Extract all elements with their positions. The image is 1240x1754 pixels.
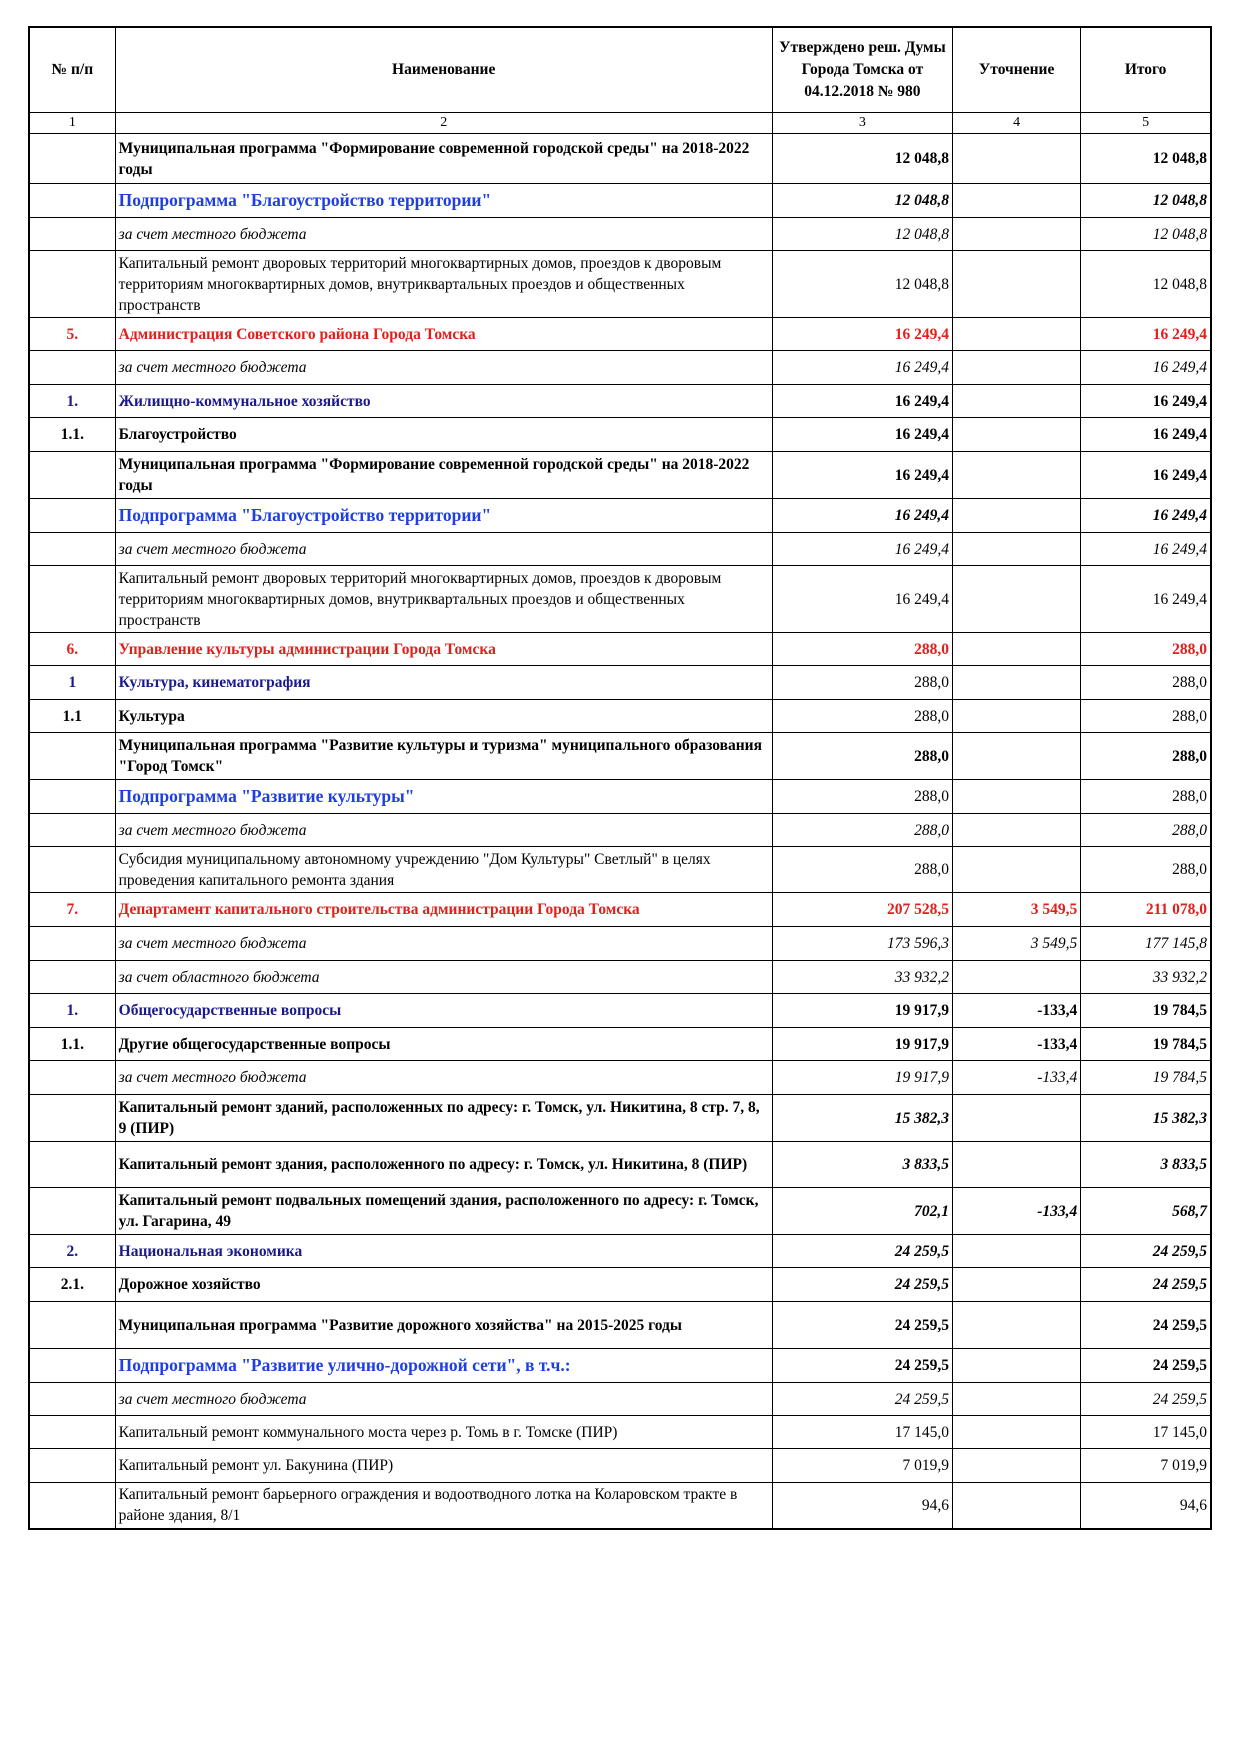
row-approved: 24 259,5	[772, 1349, 952, 1383]
table-row	[29, 1349, 1211, 1383]
row-number	[29, 251, 115, 318]
row-name: Капитальный ремонт барьерного ограждения и водоотводного лотка на Коларовском тракте в районе здания, 8/1	[115, 1483, 772, 1529]
row-number	[29, 218, 115, 251]
row-number	[29, 814, 115, 847]
row-total: 16 249,4	[1081, 385, 1211, 418]
table-row	[29, 1095, 1211, 1142]
row-approved: 702,1	[772, 1188, 952, 1235]
row-name: Национальная экономика	[115, 1235, 772, 1268]
row-name: Капитальный ремонт зданий, расположенных по адресу: г. Томск, ул. Никитина, 8 стр. 7, 8, 9 (ПИР)	[115, 1095, 772, 1142]
table-row	[29, 318, 1211, 351]
row-refine	[953, 251, 1081, 318]
row-total: 211 078,0	[1081, 893, 1211, 927]
row-approved: 12 048,8	[772, 134, 952, 184]
row-approved: 19 917,9	[772, 994, 952, 1028]
row-approved: 24 259,5	[772, 1383, 952, 1416]
row-refine	[953, 134, 1081, 184]
row-refine: -133,4	[953, 1028, 1081, 1061]
row-name: Капитальный ремонт дворовых территорий многоквартирных домов, проездов к дворовым территориям многоквартирных домов, внутриквартальных проездов и общественных пространств	[115, 251, 772, 318]
row-number: 1.1	[29, 700, 115, 733]
header-row	[29, 27, 1211, 113]
row-number	[29, 1302, 115, 1349]
row-total: 17 145,0	[1081, 1416, 1211, 1449]
table-row	[29, 1383, 1211, 1416]
row-approved: 207 528,5	[772, 893, 952, 927]
row-total: 288,0	[1081, 847, 1211, 893]
row-total: 94,6	[1081, 1483, 1211, 1529]
row-approved: 288,0	[772, 733, 952, 780]
row-name: Муниципальная программа "Развитие культуры и туризма" муниципального образования "Город Томск"	[115, 733, 772, 780]
col-number: 1	[29, 113, 115, 134]
row-number	[29, 1188, 115, 1235]
row-total: 12 048,8	[1081, 251, 1211, 318]
row-total: 16 249,4	[1081, 566, 1211, 633]
row-refine: -133,4	[953, 1188, 1081, 1235]
row-total: 16 249,4	[1081, 499, 1211, 533]
budget-table	[28, 26, 1212, 1530]
row-approved: 16 249,4	[772, 318, 952, 351]
row-approved: 3 833,5	[772, 1142, 952, 1188]
row-total: 16 249,4	[1081, 351, 1211, 385]
row-refine	[953, 566, 1081, 633]
table-row	[29, 533, 1211, 566]
row-approved: 16 249,4	[772, 351, 952, 385]
table-row	[29, 633, 1211, 666]
row-name: Капитальный ремонт дворовых территорий многоквартирных домов, проездов к дворовым территориям многоквартирных домов, внутриквартальных проездов и общественных пространств	[115, 566, 772, 633]
row-name: за счет местного бюджета	[115, 351, 772, 385]
row-refine	[953, 1235, 1081, 1268]
row-total: 288,0	[1081, 814, 1211, 847]
row-name: Другие общегосударственные вопросы	[115, 1028, 772, 1061]
row-number: 5.	[29, 318, 115, 351]
row-total: 24 259,5	[1081, 1235, 1211, 1268]
row-approved: 19 917,9	[772, 1028, 952, 1061]
row-refine	[953, 1383, 1081, 1416]
row-refine	[953, 733, 1081, 780]
row-total: 7 019,9	[1081, 1449, 1211, 1483]
row-number	[29, 1449, 115, 1483]
table-row	[29, 666, 1211, 700]
row-refine	[953, 452, 1081, 499]
row-number	[29, 1061, 115, 1095]
row-approved: 16 249,4	[772, 385, 952, 418]
row-approved: 24 259,5	[772, 1268, 952, 1302]
row-total: 16 249,4	[1081, 533, 1211, 566]
row-name: Муниципальная программа "Формирование современной городской среды" на 2018-2022 годы	[115, 452, 772, 499]
table-row	[29, 1188, 1211, 1235]
row-total: 177 145,8	[1081, 927, 1211, 961]
header-refine: Уточнение	[953, 27, 1081, 113]
row-approved: 288,0	[772, 633, 952, 666]
row-approved: 16 249,4	[772, 533, 952, 566]
table-row	[29, 418, 1211, 452]
row-number	[29, 961, 115, 994]
table-row	[29, 218, 1211, 251]
row-number	[29, 733, 115, 780]
row-approved: 16 249,4	[772, 452, 952, 499]
row-total: 288,0	[1081, 733, 1211, 780]
row-total: 568,7	[1081, 1188, 1211, 1235]
row-total: 19 784,5	[1081, 994, 1211, 1028]
row-name: Капитальный ремонт здания, расположенного по адресу: г. Томск, ул. Никитина, 8 (ПИР)	[115, 1142, 772, 1188]
row-number: 2.	[29, 1235, 115, 1268]
row-name: за счет местного бюджета	[115, 927, 772, 961]
table-row	[29, 1061, 1211, 1095]
row-approved: 288,0	[772, 700, 952, 733]
row-refine	[953, 847, 1081, 893]
row-approved: 24 259,5	[772, 1302, 952, 1349]
row-refine	[953, 1416, 1081, 1449]
row-approved: 24 259,5	[772, 1235, 952, 1268]
row-number	[29, 1483, 115, 1529]
table-row	[29, 251, 1211, 318]
row-total: 15 382,3	[1081, 1095, 1211, 1142]
row-total: 12 048,8	[1081, 184, 1211, 218]
header-name: Наименование	[115, 27, 772, 113]
row-name: Дорожное хозяйство	[115, 1268, 772, 1302]
row-number	[29, 184, 115, 218]
table-row	[29, 1028, 1211, 1061]
row-number: 1.	[29, 994, 115, 1028]
row-number	[29, 134, 115, 184]
row-number	[29, 927, 115, 961]
row-approved: 17 145,0	[772, 1416, 952, 1449]
row-number	[29, 1142, 115, 1188]
row-number	[29, 1095, 115, 1142]
row-name: Культура	[115, 700, 772, 733]
row-name: Жилищно-коммунальное хозяйство	[115, 385, 772, 418]
column-numbers-row	[29, 113, 1211, 134]
table-row	[29, 134, 1211, 184]
row-total: 288,0	[1081, 633, 1211, 666]
row-name: за счет местного бюджета	[115, 533, 772, 566]
row-refine	[953, 533, 1081, 566]
row-refine	[953, 218, 1081, 251]
row-total: 12 048,8	[1081, 218, 1211, 251]
row-number: 7.	[29, 893, 115, 927]
row-total: 288,0	[1081, 700, 1211, 733]
row-approved: 173 596,3	[772, 927, 952, 961]
row-total: 16 249,4	[1081, 318, 1211, 351]
row-refine	[953, 1483, 1081, 1529]
row-number	[29, 452, 115, 499]
table-row	[29, 351, 1211, 385]
row-approved: 288,0	[772, 666, 952, 700]
row-refine	[953, 961, 1081, 994]
row-name: за счет местного бюджета	[115, 814, 772, 847]
row-name: Капитальный ремонт коммунального моста через р. Томь в г. Томске (ПИР)	[115, 1416, 772, 1449]
row-approved: 288,0	[772, 847, 952, 893]
header-num: № п/п	[29, 27, 115, 113]
row-total: 12 048,8	[1081, 134, 1211, 184]
row-name: Субсидия муниципальному автономному учреждению "Дом Культуры" Светлый" в целях проведения капитального ремонта здания	[115, 847, 772, 893]
row-number: 1.1.	[29, 1028, 115, 1061]
row-name: за счет областного бюджета	[115, 961, 772, 994]
row-refine	[953, 184, 1081, 218]
table-row	[29, 1302, 1211, 1349]
row-approved: 12 048,8	[772, 184, 952, 218]
row-name: за счет местного бюджета	[115, 1383, 772, 1416]
row-number	[29, 1416, 115, 1449]
row-name: Подпрограмма "Развитие улично-дорожной сети", в т.ч.:	[115, 1349, 772, 1383]
row-name: Благоустройство	[115, 418, 772, 452]
row-approved: 15 382,3	[772, 1095, 952, 1142]
row-approved: 12 048,8	[772, 251, 952, 318]
row-refine	[953, 1095, 1081, 1142]
table-row	[29, 961, 1211, 994]
row-number	[29, 566, 115, 633]
row-refine	[953, 318, 1081, 351]
row-refine	[953, 1302, 1081, 1349]
header-approved: Утверждено реш. Думы Города Томска от 04.12.2018 № 980	[772, 27, 952, 113]
row-refine	[953, 1449, 1081, 1483]
row-refine	[953, 1349, 1081, 1383]
row-name: Подпрограмма "Благоустройство территории"	[115, 184, 772, 218]
row-refine	[953, 351, 1081, 385]
table-row	[29, 1483, 1211, 1529]
row-refine: -133,4	[953, 994, 1081, 1028]
row-name: Культура, кинематография	[115, 666, 772, 700]
row-number	[29, 351, 115, 385]
row-total: 19 784,5	[1081, 1028, 1211, 1061]
row-name: Подпрограмма "Развитие культуры"	[115, 780, 772, 814]
table-row	[29, 700, 1211, 733]
row-number: 6.	[29, 633, 115, 666]
table-row	[29, 184, 1211, 218]
row-refine: -133,4	[953, 1061, 1081, 1095]
table-row	[29, 994, 1211, 1028]
table-row	[29, 847, 1211, 893]
row-name: Общегосударственные вопросы	[115, 994, 772, 1028]
row-approved: 94,6	[772, 1483, 952, 1529]
table-row	[29, 780, 1211, 814]
row-number: 1	[29, 666, 115, 700]
table-row	[29, 385, 1211, 418]
row-name: Подпрограмма "Благоустройство территории"	[115, 499, 772, 533]
row-refine	[953, 1268, 1081, 1302]
row-number	[29, 1383, 115, 1416]
row-number	[29, 1349, 115, 1383]
row-number: 2.1.	[29, 1268, 115, 1302]
row-total: 16 249,4	[1081, 452, 1211, 499]
row-name: Администрация Советского района Города Томска	[115, 318, 772, 351]
row-refine	[953, 666, 1081, 700]
col-number: 4	[953, 113, 1081, 134]
row-refine	[953, 780, 1081, 814]
table-row	[29, 1449, 1211, 1483]
row-total: 19 784,5	[1081, 1061, 1211, 1095]
row-name: Департамент капитального строительства администрации Города Томска	[115, 893, 772, 927]
row-name: за счет местного бюджета	[115, 218, 772, 251]
table-row	[29, 499, 1211, 533]
row-number	[29, 780, 115, 814]
col-number: 3	[772, 113, 952, 134]
row-name: Управление культуры администрации Города Томска	[115, 633, 772, 666]
table-row	[29, 566, 1211, 633]
table-row	[29, 733, 1211, 780]
row-refine	[953, 385, 1081, 418]
row-name: Капитальный ремонт ул. Бакунина (ПИР)	[115, 1449, 772, 1483]
row-total: 24 259,5	[1081, 1302, 1211, 1349]
row-number	[29, 533, 115, 566]
row-number: 1.1.	[29, 418, 115, 452]
row-approved: 7 019,9	[772, 1449, 952, 1483]
row-total: 3 833,5	[1081, 1142, 1211, 1188]
row-approved: 16 249,4	[772, 418, 952, 452]
row-approved: 33 932,2	[772, 961, 952, 994]
table-row	[29, 1235, 1211, 1268]
row-number	[29, 847, 115, 893]
row-total: 288,0	[1081, 780, 1211, 814]
row-refine: 3 549,5	[953, 893, 1081, 927]
row-number	[29, 499, 115, 533]
row-number: 1.	[29, 385, 115, 418]
row-refine	[953, 1142, 1081, 1188]
row-refine	[953, 418, 1081, 452]
table-row	[29, 1268, 1211, 1302]
row-total: 16 249,4	[1081, 418, 1211, 452]
row-total: 33 932,2	[1081, 961, 1211, 994]
row-refine	[953, 814, 1081, 847]
table-row	[29, 1416, 1211, 1449]
table-row	[29, 814, 1211, 847]
row-refine	[953, 700, 1081, 733]
row-refine	[953, 633, 1081, 666]
row-approved: 16 249,4	[772, 566, 952, 633]
table-row	[29, 893, 1211, 927]
row-refine	[953, 499, 1081, 533]
row-approved: 12 048,8	[772, 218, 952, 251]
row-approved: 288,0	[772, 780, 952, 814]
table-row	[29, 927, 1211, 961]
row-name: за счет местного бюджета	[115, 1061, 772, 1095]
row-approved: 19 917,9	[772, 1061, 952, 1095]
row-approved: 16 249,4	[772, 499, 952, 533]
table-row	[29, 1142, 1211, 1188]
row-total: 288,0	[1081, 666, 1211, 700]
row-total: 24 259,5	[1081, 1383, 1211, 1416]
row-name: Муниципальная программа "Формирование современной городской среды" на 2018-2022 годы	[115, 134, 772, 184]
col-number: 2	[115, 113, 772, 134]
col-number: 5	[1081, 113, 1211, 134]
table-row	[29, 452, 1211, 499]
header-total: Итого	[1081, 27, 1211, 113]
row-total: 24 259,5	[1081, 1268, 1211, 1302]
row-name: Муниципальная программа "Развитие дорожного хозяйства" на 2015-2025 годы	[115, 1302, 772, 1349]
row-approved: 288,0	[772, 814, 952, 847]
row-name: Капитальный ремонт подвальных помещений здания, расположенного по адресу: г. Томск, ул. Гагарина, 49	[115, 1188, 772, 1235]
row-refine: 3 549,5	[953, 927, 1081, 961]
row-total: 24 259,5	[1081, 1349, 1211, 1383]
